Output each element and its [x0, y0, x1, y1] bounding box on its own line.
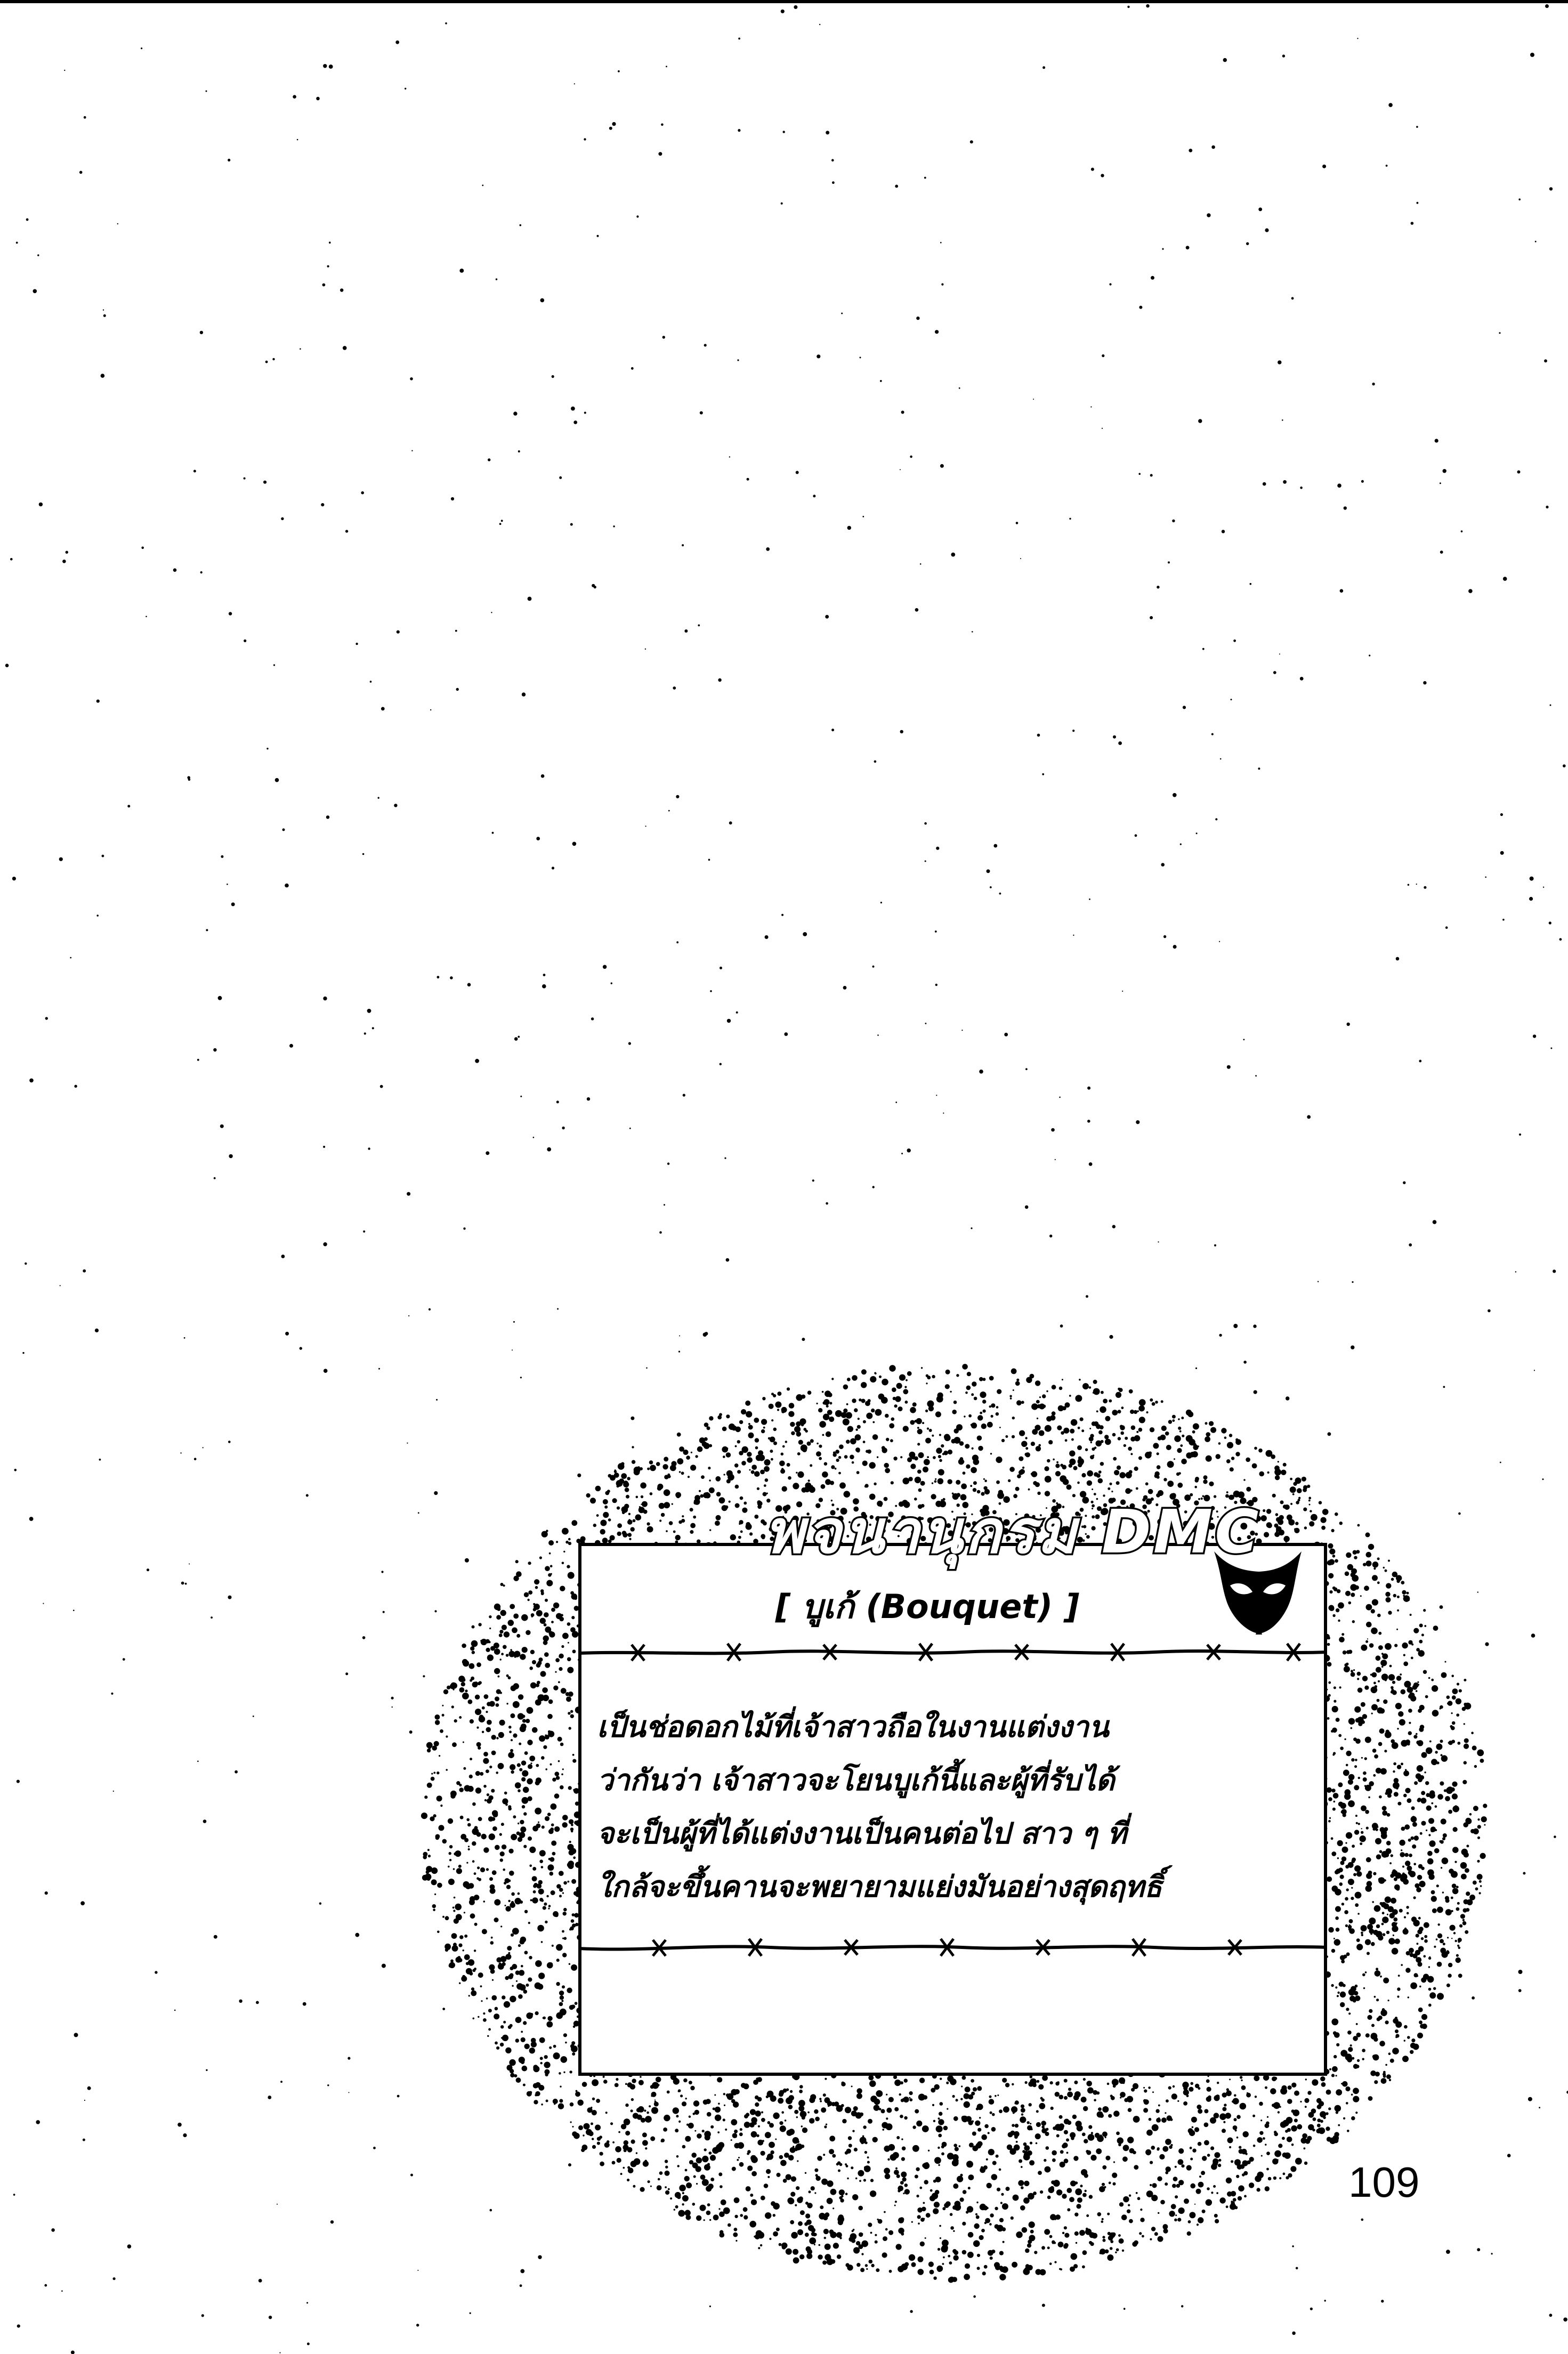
- card-title: พจนานุกรม DMC: [764, 1498, 1261, 1567]
- definition-line: ใกล้จะขึ้นคานจะพยายามแย่งมันอย่างสุดฤทธิ์: [597, 1870, 1162, 1904]
- page-number: 109: [1343, 2153, 1450, 2212]
- barbed-wire-divider-bottom: [578, 1925, 1327, 1968]
- barbed-wire-divider-top: [578, 1631, 1327, 1673]
- definition-line: จะเป็นผู้ที่ได้แต่งงานเป็นคนต่อไป สาว ๆ ที่: [597, 1816, 1127, 1850]
- definition-line: เป็นช่อดอกไม้ที่เจ้าสาวถือในงานแต่งงาน: [597, 1710, 1109, 1744]
- definition-line: ว่ากันว่า เจ้าสาวจะโยนบูเก้นี้และผู้ที่รับได้: [597, 1763, 1115, 1797]
- term-heading: [ บูเก้ (Bouquet) ]: [775, 1587, 1080, 1626]
- definition-text: [597, 1700, 1311, 1913]
- devil-mask-icon: [1210, 1548, 1306, 1636]
